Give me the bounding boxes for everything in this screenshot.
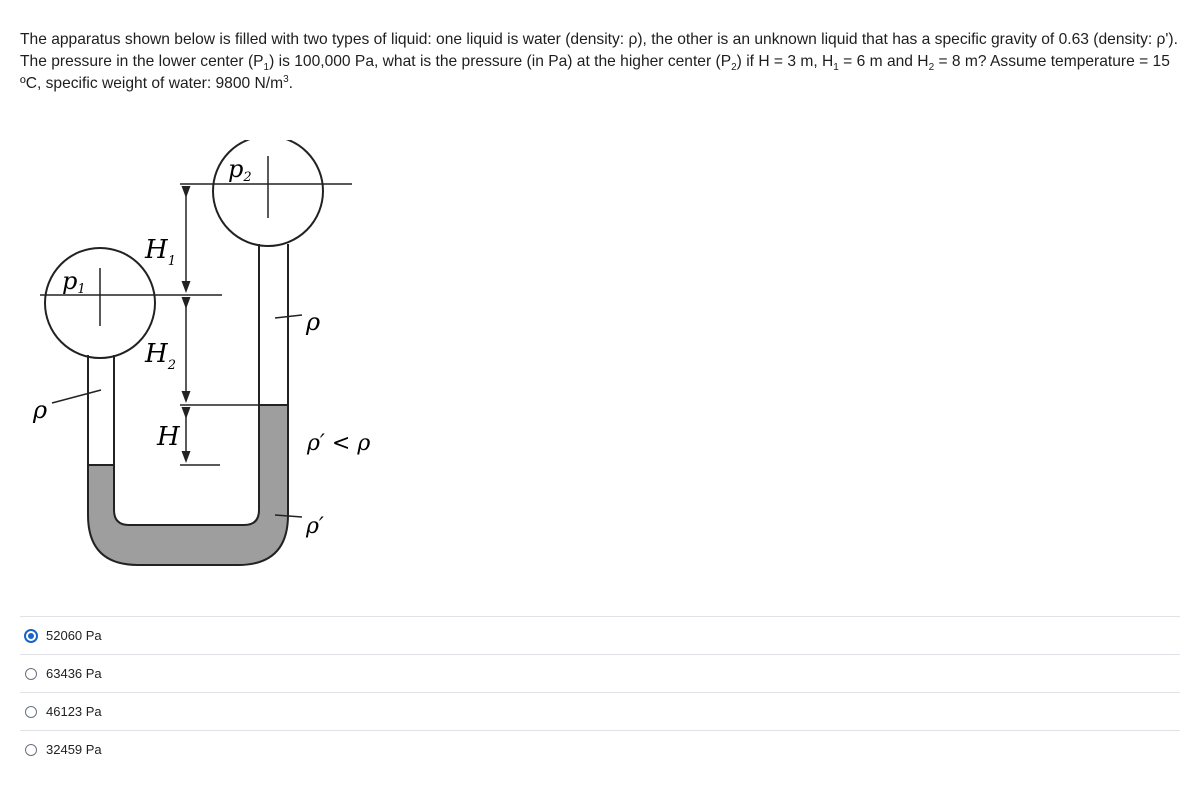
answer-option[interactable] (20, 692, 1180, 730)
question-part: = 8 m? Assume temperature = 15 ºC, specific weight of water: 9800 N/m (20, 53, 1170, 92)
rho-left-leader (52, 390, 101, 403)
subscript: 2 (731, 62, 737, 74)
subscript: 1 (833, 62, 839, 74)
h-label: H (157, 422, 180, 452)
rho-left-label: ρ (33, 396, 48, 424)
answer-option[interactable] (20, 730, 1180, 768)
radio-button[interactable] (25, 744, 37, 756)
rho-right-label: ρ (306, 308, 321, 336)
answer-option[interactable] (20, 654, 1180, 692)
answer-options (20, 616, 1180, 768)
h1-label: $H_1$ (145, 235, 176, 269)
p1-label: p1 (62, 267, 86, 297)
radio-button[interactable] (25, 706, 37, 718)
manometer-diagram (30, 140, 410, 590)
question-part: = 6 m and H (838, 53, 929, 70)
option-label: 32459 Pa (46, 742, 102, 757)
question-part: ) is 100,000 Pa, what is the pressure (in Pa) at the higher center (P (269, 53, 732, 70)
p2-label: p2 (228, 155, 252, 185)
radio-button[interactable] (25, 668, 37, 680)
rho-compare-label: ρ′ < ρ (307, 431, 371, 456)
superscript: 3 (283, 73, 289, 85)
subscript: 1 (263, 62, 270, 74)
question-part: . (288, 75, 294, 92)
option-label: 63436 Pa (46, 666, 102, 681)
subscript: 2 (928, 62, 935, 74)
question-text (20, 29, 1180, 95)
answer-option[interactable] (20, 616, 1180, 654)
h2-label: $H_2$ (145, 339, 176, 373)
question-part: ) if H = 3 m, H (736, 53, 834, 70)
option-label: 46123 Pa (46, 704, 102, 719)
radio-button-selected[interactable] (24, 629, 38, 643)
option-label: 52060 Pa (46, 628, 102, 643)
rho-prime-label: ρ′ (306, 514, 324, 539)
question-part: The apparatus shown below is filled with two types of liquid: one liquid is water (density: ρ), the other is an unknown liquid that has a specific gravity of 0.63 (density: ρ'). The pressure in the lower center (P (20, 31, 1178, 70)
